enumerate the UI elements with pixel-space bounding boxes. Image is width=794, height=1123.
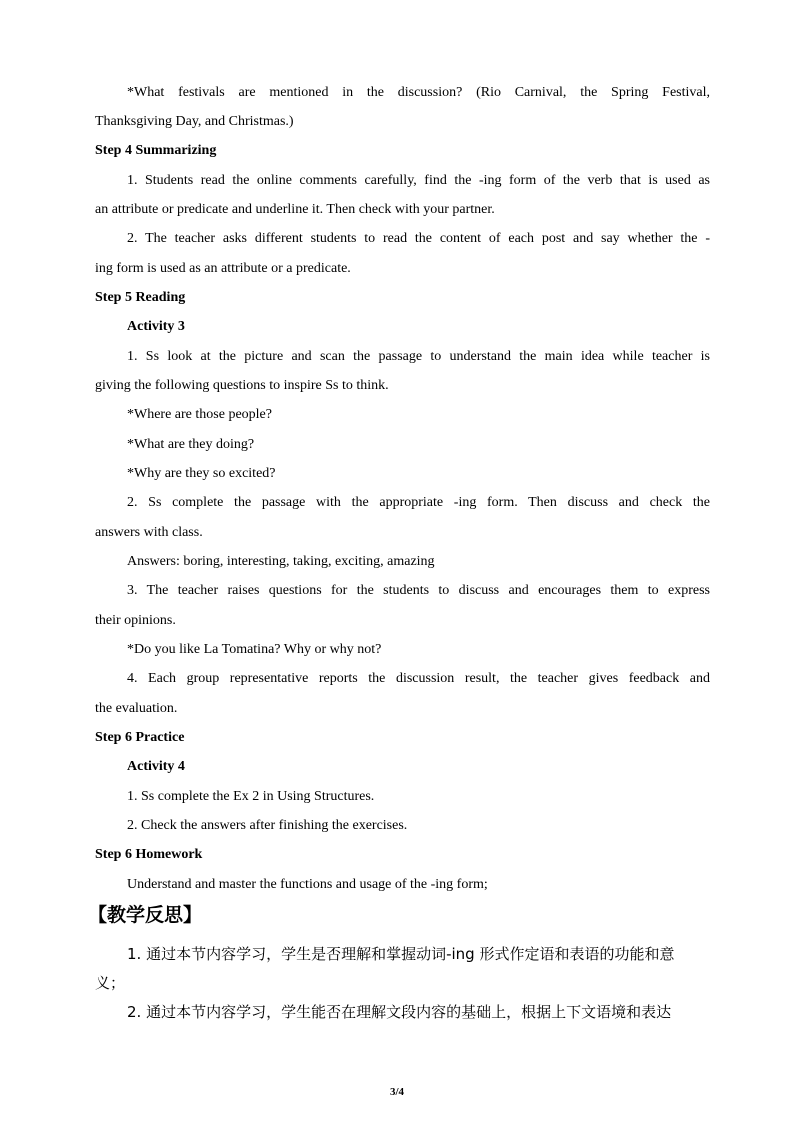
teaching-reflection-title: 【教学反思】 (88, 904, 203, 926)
step5-item3-line2: their opinions. (95, 613, 176, 628)
step-5-heading: Step 5 Reading (95, 290, 186, 305)
step4-item2-line2: ing form is used as an attribute or a predicate. (95, 261, 351, 276)
reflection-item2-line1: 2. 通过本节内容学习，学生能否在理解文段内容的基础上，根据上下文语境和表达 (127, 1003, 672, 1021)
step5-item2-line2: answers with class. (95, 525, 203, 540)
step5-item3-line1: 3. The teacher raises questions for the students to discuss and encourages them to express (127, 583, 710, 598)
question-what: *What are they doing? (127, 437, 255, 452)
step6-item1: 1. Ss complete the Ex 2 in Using Structures. (127, 789, 375, 804)
page-number: 3/4 (389, 1086, 405, 1098)
step5-item1-line2: giving the following questions to inspire Ss to think. (95, 378, 389, 393)
question-festivals: *What festivals are mentioned in the discussion? (Rio Carnival, the Spring Festival, (127, 85, 710, 100)
step5-item4-line2: the evaluation. (95, 701, 178, 716)
step4-item1-line1: 1. Students read the online comments carefully, find the -ing form of the verb that is used as (127, 173, 710, 188)
step5-item2-line1: 2. Ss complete the passage with the appropriate -ing form. Then discuss and check the (127, 495, 710, 510)
homework-text: Understand and master the functions and usage of the -ing form; (127, 877, 488, 892)
step5-item1-line1: 1. Ss look at the picture and scan the passage to understand the main idea while teacher is (127, 349, 710, 364)
step4-item1-line2: an attribute or predicate and underline it. Then check with your partner. (95, 202, 495, 217)
activity-4-heading: Activity 4 (127, 759, 185, 774)
question-why: *Why are they so excited? (127, 466, 276, 481)
step4-item2-line1: 2. The teacher asks different students to read the content of each post and say whether the - (127, 231, 710, 246)
question-la-tomatina: *Do you like La Tomatina? Why or why not? (127, 642, 382, 657)
answers-line: Answers: boring, interesting, taking, exciting, amazing (127, 554, 435, 569)
answer-festivals: Thanksgiving Day, and Christmas.) (95, 114, 294, 129)
step-4-heading: Step 4 Summarizing (95, 143, 217, 158)
reflection-item1-line1: 1. 通过本节内容学习，学生是否理解和掌握动词-ing 形式作定语和表语的功能和意 (127, 945, 675, 963)
reflection-item1-line2: 义； (95, 974, 126, 992)
step6-item2: 2. Check the answers after finishing the exercises. (127, 818, 408, 833)
step5-item4-line1: 4. Each group representative reports the discussion result, the teacher gives feedback and (127, 671, 710, 686)
step-6-practice-heading: Step 6 Practice (95, 730, 185, 745)
question-where: *Where are those people? (127, 407, 272, 422)
activity-3-heading: Activity 3 (127, 319, 185, 334)
step-6-homework-heading: Step 6 Homework (95, 847, 203, 862)
